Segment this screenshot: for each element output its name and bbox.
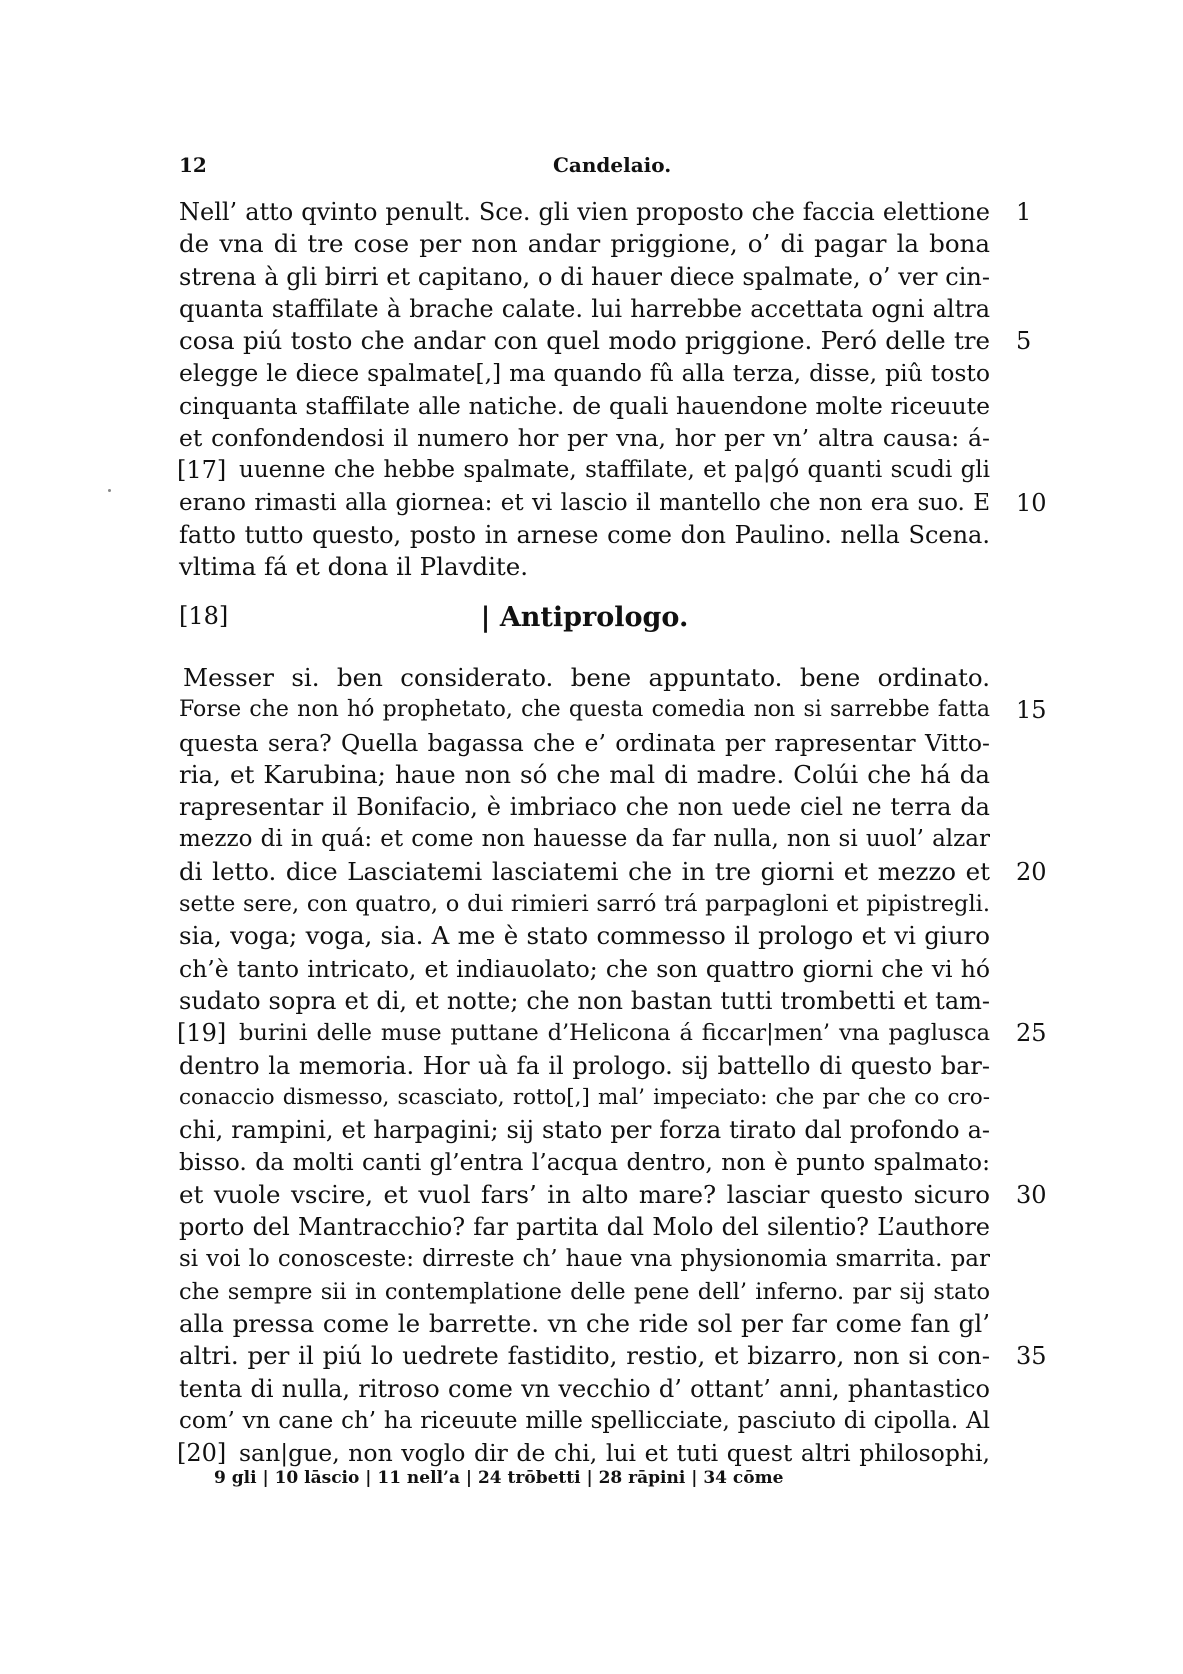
text-line [179, 1405, 990, 1437]
text-line [179, 390, 990, 422]
text-line [179, 1276, 990, 1308]
line-text: di letto. dice Lasciatemi lasciatemi che in tre giorni et mezzo et [179, 856, 990, 886]
line-number: 1 [1016, 198, 1032, 226]
text-line [179, 519, 990, 551]
text-line [179, 1082, 990, 1114]
line-number: 15 [1016, 696, 1047, 725]
page-marker: [19] [177, 1019, 227, 1048]
line-text: Messer si. ben considerato. bene appuntato. bene ordinato. [183, 663, 990, 692]
section-title: | Antiprologo. [480, 602, 689, 633]
line-text: si voi lo conosceste: dirreste ch’ haue vna physionomia smarrita. par [179, 1246, 990, 1273]
line-text: burini delle muse puttane d’Helicona á ficcar|men’ vna paglusca [239, 1020, 990, 1047]
line-text: et vuole vscire, et vuol fars’ in alto mare? lasciar questo sicuro [179, 1179, 990, 1209]
margin-speck [108, 489, 111, 492]
line-number: 20 [1016, 857, 1047, 886]
text-line [179, 953, 990, 985]
text-line [179, 1211, 990, 1243]
text-line [179, 985, 990, 1017]
text-line [179, 422, 990, 454]
line-text: bisso. da molti canti gl’entra l’acqua dentro, non è punto spalmato: [179, 1148, 990, 1177]
text-line [179, 791, 990, 823]
line-text: sette sere, con quatro, o dui rimieri sarró trá parpagloni et pipistregli. [179, 891, 990, 918]
text-line [179, 759, 990, 791]
text-line [179, 662, 990, 694]
line-number: 35 [1016, 1342, 1047, 1371]
line-number: 25 [1016, 1019, 1047, 1048]
line-text: porto del Mantracchio? far partita dal Molo del silentio? L’authore [179, 1213, 990, 1242]
text-line [179, 727, 990, 759]
line-number: 10 [1016, 488, 1047, 517]
line-text: et confondendosi il numero hor per vna, hor per vn’ altra causa: á- [179, 424, 990, 453]
line-text: elegge le diece spalmate[,] ma quando fû alla terza, disse, piû tosto [179, 359, 990, 388]
line-text: questa sera? Quella bagassa che e’ ordinata per rapresentar Vitto- [179, 728, 990, 757]
line-text: conaccio dismesso, scasciato, rotto[,] mal’ impeciato: che par che co cro- [179, 1084, 990, 1110]
line-text: cosa piú tosto che andar con quel modo priggione. Peró delle tre [179, 326, 990, 356]
page-marker: [20] [177, 1439, 227, 1468]
text-line [179, 261, 990, 293]
line-text: rapresentar il Bonifacio, è imbriaco che non uede ciel ne terra da [179, 793, 990, 822]
text-line [179, 694, 1047, 726]
text-line [179, 293, 990, 325]
line-text: tenta di nulla, ritroso come vn vecchio d’ ottant’ anni, phantastico [179, 1374, 990, 1403]
line-text: strena à gli birri et capitano, o di hauer diece spalmate, o’ ver cin- [179, 262, 990, 291]
section-page-marker: [18] [179, 602, 229, 630]
text-line [179, 357, 990, 389]
text-line [179, 1308, 990, 1340]
running-title: Candelaio. [553, 153, 672, 177]
text-line [179, 1050, 990, 1082]
page-marker: [17] [177, 456, 227, 485]
text-line [179, 920, 990, 952]
footnotes: 9 gli | 10 lāscio | 11 nell’a | 24 trōbetti | 28 rāpini | 34 cōme [214, 1468, 784, 1488]
line-text: quanta staffilate à brache calate. lui harrebbe accettata ogni altra [179, 294, 990, 323]
text-line [179, 1340, 1047, 1372]
line-text: cinquanta staffilate alle natiche. de quali hauendone molte riceuute [179, 391, 990, 420]
line-text: fatto tutto questo, posto in arnese come don Paulino. nella Scena. [179, 520, 990, 549]
line-text: Nell’ atto qvinto penult. Sce. gli vien proposto che faccia elettione [179, 198, 990, 226]
text-line [179, 823, 990, 855]
line-text: alla pressa come le barrette. vn che ride sol per far come fan gl’ [179, 1308, 990, 1338]
text-line [179, 888, 990, 920]
text-line [179, 487, 1047, 519]
text-line [179, 1179, 1047, 1211]
line-number: 5 [1016, 327, 1032, 356]
text-line [179, 228, 990, 260]
line-text: ch’è tanto intricato, et indiauolato; che son quattro giorni che vi hó [179, 954, 990, 983]
paragraph-2 [177, 662, 1047, 1469]
section-heading [179, 602, 990, 642]
paragraph-1 [177, 196, 1047, 584]
text-line [179, 1114, 990, 1146]
line-text: de vna di tre cose per non andar priggione, o’ di pagar la bona [179, 229, 990, 259]
text-line [179, 1146, 990, 1178]
text-line [179, 551, 990, 583]
line-text: erano rimasti alla giornea: et vi lascio il mantello che non era suo. E [179, 489, 990, 516]
text-line [179, 325, 1032, 357]
line-text: dentro la memoria. Hor uà fa il prologo. sij battello di questo bar- [179, 1051, 990, 1080]
text-line [179, 1373, 990, 1405]
text-line [179, 856, 1047, 888]
text-line [179, 1437, 990, 1469]
line-text: sudato sopra et di, et notte; che non bastan tutti trombetti et tam- [179, 986, 990, 1015]
line-text: uuenne che hebbe spalmate, staffilate, et pa|gó quanti scudi gli [239, 457, 990, 484]
line-text: san|gue, non voglo dir de chi, lui et tuti quest altri philosophi, [239, 1439, 990, 1468]
page-number: 12 [179, 153, 207, 177]
text-line [179, 196, 1032, 228]
line-text: Forse che non hó prophetato, che questa comedia non si sarrebbe fatta [179, 697, 990, 723]
line-text: altri. per il piú lo uedrete fastidito, restio, et bizarro, non si con- [179, 1341, 990, 1371]
line-text: com’ vn cane ch’ ha riceuute mille spellicciate, pasciuto di cipolla. Al [179, 1407, 990, 1434]
line-text: vltima fá et dona il Plavdite. [179, 552, 529, 582]
line-text: sia, voga; voga, sia. A me è stato commesso il prologo et vi giuro [179, 921, 990, 951]
line-text: mezzo di in quá: et come non hauesse da far nulla, non si uuol’ alzar [179, 826, 990, 853]
text-line [179, 454, 990, 486]
text-line [177, 1017, 1047, 1049]
line-text: ria, et Karubina; haue non só che mal di madre. Colúi che há da [179, 759, 990, 789]
line-number: 30 [1016, 1180, 1047, 1209]
text-line [179, 1243, 990, 1275]
line-text: chi, rampini, et harpagini; sij stato per forza tirato dal profondo a- [179, 1116, 990, 1145]
line-text: che sempre sii in contemplatione delle pene dell’ inferno. par sij stato [179, 1278, 990, 1305]
